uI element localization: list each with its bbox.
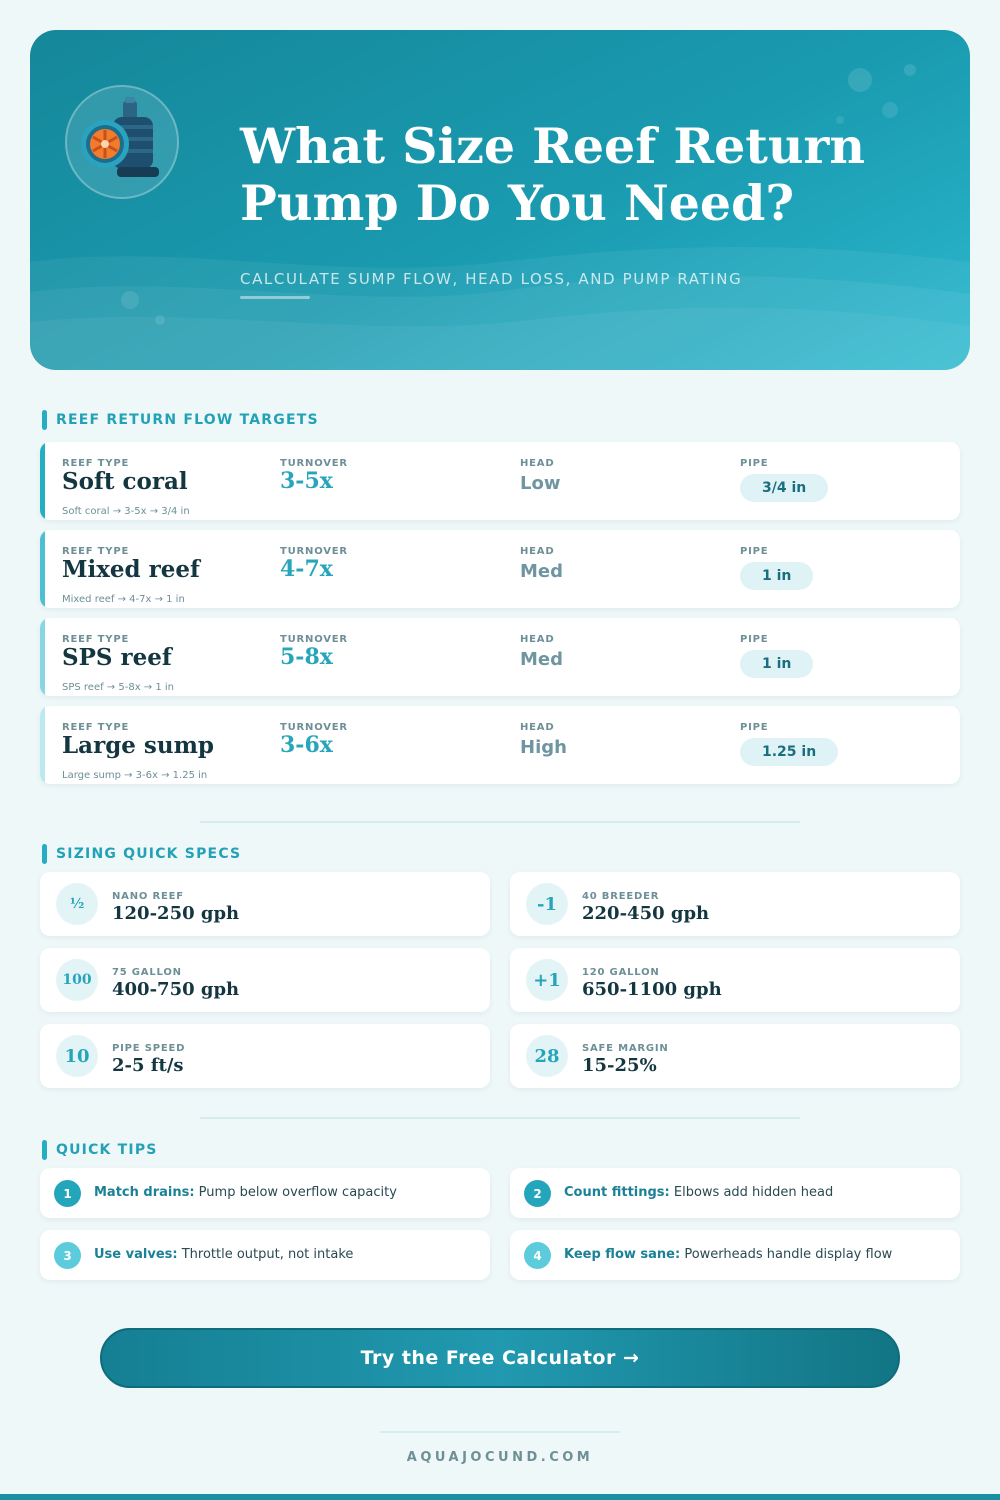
reef-type-label: REEF TYPE <box>62 722 130 733</box>
tip-title: Keep flow sane: <box>564 1247 681 1262</box>
head-label: HEAD <box>520 634 555 645</box>
head-value: Med <box>520 649 564 670</box>
reef-type-label: REEF TYPE <box>62 458 130 469</box>
spec-card-safe-margin <box>510 1024 960 1088</box>
row-accent <box>40 706 45 784</box>
tip-body: Elbows add hidden head <box>669 1185 834 1200</box>
title-line-2: Pump Do You Need? <box>240 174 795 232</box>
head-label: HEAD <box>520 458 555 469</box>
tip-number: 2 <box>524 1180 551 1207</box>
turnover-value: 5-8x <box>280 644 333 670</box>
pipe-label: PIPE <box>740 722 769 733</box>
spec-card-120-gallon <box>510 948 960 1012</box>
spec-label: PIPE SPEED <box>112 1043 186 1054</box>
tip-title: Match drains: <box>94 1185 195 1200</box>
row-summary: SPS reef → 5-8x → 1 in <box>62 682 175 693</box>
spec-label: NANO REEF <box>112 891 184 902</box>
page-subtitle: CALCULATE SUMP FLOW, HEAD LOSS, AND PUMP RATING <box>240 270 743 288</box>
footer-divider <box>380 1431 620 1433</box>
turnover-value: 4-7x <box>280 556 333 582</box>
row-accent <box>40 530 45 608</box>
flow-target-row <box>40 442 960 520</box>
row-summary: Mixed reef → 4-7x → 1 in <box>62 594 185 605</box>
spec-value: 400-750 gph <box>112 979 240 1000</box>
reef-type-value: Mixed reef <box>62 556 200 583</box>
turnover-label: TURNOVER <box>280 634 348 645</box>
pipe-size-pill: 1.25 in <box>740 738 838 766</box>
flow-target-row <box>40 530 960 608</box>
spec-value: 220-450 gph <box>582 903 710 924</box>
reef-type-value: Soft coral <box>62 468 188 495</box>
spec-badge: -1 <box>526 883 568 925</box>
spec-card-pipe-speed <box>40 1024 490 1088</box>
spec-label: 75 GALLON <box>112 967 182 978</box>
bottom-accent-bar <box>0 1494 1000 1500</box>
tip-title: Count fittings: <box>564 1185 670 1200</box>
heading-accent-bar <box>42 410 47 430</box>
tip-number: 3 <box>54 1242 81 1269</box>
tip-title: Use valves: <box>94 1247 178 1262</box>
row-accent <box>40 618 45 696</box>
pipe-size-pill: 1 in <box>740 650 813 678</box>
tip-text <box>564 1247 892 1262</box>
spec-value: 650-1100 gph <box>582 979 722 1000</box>
tip-body: Pump below overflow capacity <box>194 1185 397 1200</box>
tip-number: 4 <box>524 1242 551 1269</box>
flow-target-row <box>40 618 960 696</box>
tip-text <box>564 1185 833 1200</box>
spec-badge: ½ <box>56 883 98 925</box>
head-value: Low <box>520 473 561 494</box>
section-heading-label: SIZING QUICK SPECS <box>56 846 242 862</box>
title-line-1: What Size Reef Return <box>240 117 865 175</box>
spec-badge: 28 <box>526 1035 568 1077</box>
row-summary: Soft coral → 3-5x → 3/4 in <box>62 506 190 517</box>
hero-banner <box>30 30 970 370</box>
turnover-label: TURNOVER <box>280 546 348 557</box>
section-heading-label: REEF RETURN FLOW TARGETS <box>56 412 319 428</box>
spec-label: 120 GALLON <box>582 967 660 978</box>
spec-badge: 10 <box>56 1035 98 1077</box>
turnover-label: TURNOVER <box>280 458 348 469</box>
calculator-cta-button[interactable]: Try the Free Calculator → <box>100 1328 900 1388</box>
turnover-label: TURNOVER <box>280 722 348 733</box>
pipe-label: PIPE <box>740 634 769 645</box>
spec-card-75-gallon <box>40 948 490 1012</box>
turnover-value: 3-5x <box>280 468 333 494</box>
subtitle-underline <box>240 296 310 299</box>
heading-accent-bar <box>42 844 47 864</box>
pipe-size-pill: 3/4 in <box>740 474 828 502</box>
spec-label: 40 BREEDER <box>582 891 660 902</box>
tip-text <box>94 1185 397 1200</box>
spec-badge: +1 <box>526 959 568 1001</box>
reef-type-label: REEF TYPE <box>62 634 130 645</box>
tip-number: 1 <box>54 1180 81 1207</box>
section-divider <box>200 821 800 823</box>
tip-card <box>40 1168 490 1218</box>
tip-card <box>510 1230 960 1280</box>
flow-target-row <box>40 706 960 784</box>
tip-body: Throttle output, not intake <box>177 1247 354 1262</box>
page-title <box>240 118 940 232</box>
head-value: Med <box>520 561 564 582</box>
spec-label: SAFE MARGIN <box>582 1043 669 1054</box>
section-heading-tips <box>42 1140 158 1160</box>
reef-type-label: REEF TYPE <box>62 546 130 557</box>
section-divider <box>200 1117 800 1119</box>
heading-accent-bar <box>42 1140 47 1160</box>
head-label: HEAD <box>520 722 555 733</box>
spec-card-nano-reef <box>40 872 490 936</box>
tip-text <box>94 1247 353 1262</box>
spec-badge: 100 <box>56 959 98 1001</box>
section-heading-specs <box>42 844 241 864</box>
reef-type-value: Large sump <box>62 732 215 759</box>
section-heading-label: QUICK TIPS <box>56 1142 158 1158</box>
spec-value: 2-5 ft/s <box>112 1055 184 1076</box>
row-summary: Large sump → 3-6x → 1.25 in <box>62 770 208 781</box>
pipe-size-pill: 1 in <box>740 562 813 590</box>
head-label: HEAD <box>520 546 555 557</box>
spec-value: 15-25% <box>582 1055 657 1076</box>
pipe-label: PIPE <box>740 458 769 469</box>
turnover-value: 3-6x <box>280 732 333 758</box>
head-value: High <box>520 737 567 758</box>
tip-card <box>510 1168 960 1218</box>
tip-card <box>40 1230 490 1280</box>
spec-value: 120-250 gph <box>112 903 240 924</box>
section-heading-flow-targets <box>42 410 319 430</box>
footer-site-link[interactable]: AQUAJOCUND.COM <box>406 1450 594 1465</box>
tip-body: Powerheads handle display flow <box>680 1247 893 1262</box>
reef-type-value: SPS reef <box>62 644 172 671</box>
row-accent <box>40 442 45 520</box>
pipe-label: PIPE <box>740 546 769 557</box>
spec-card-40-breeder <box>510 872 960 936</box>
pump-icon <box>65 85 179 199</box>
